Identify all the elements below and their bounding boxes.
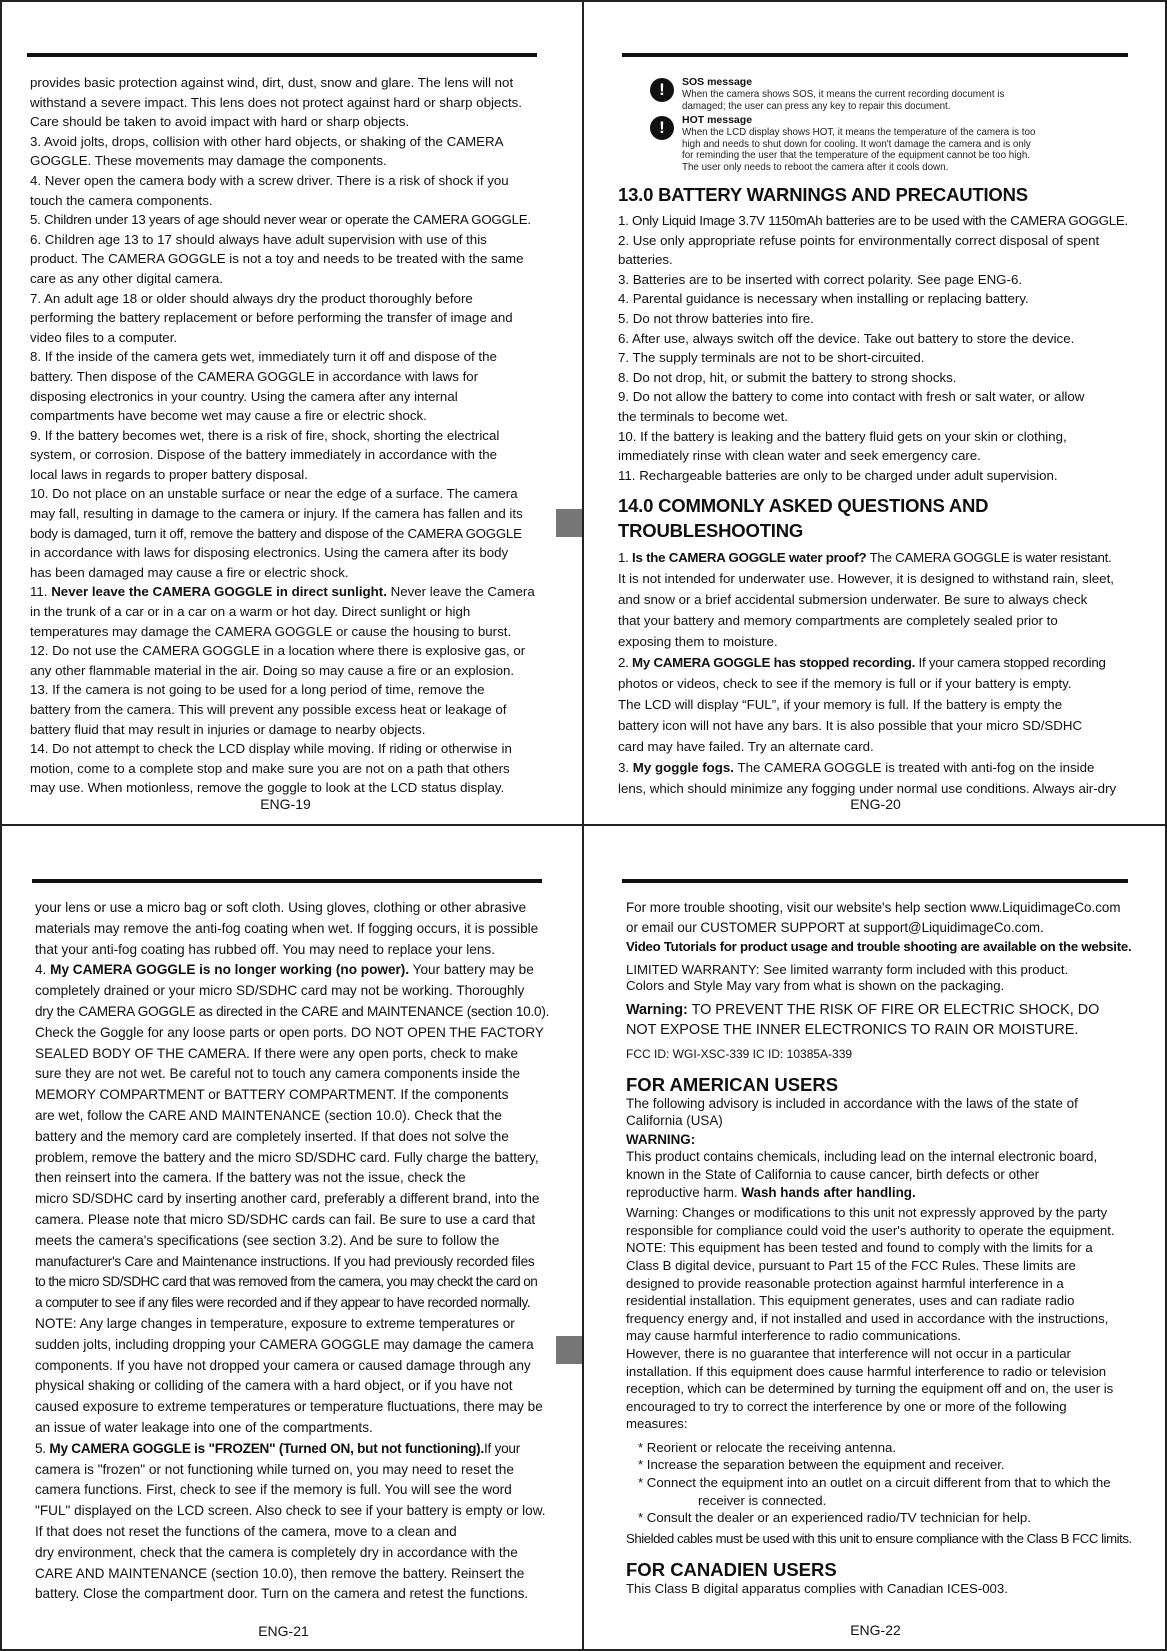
text-line: 6. Children age 13 to 17 should always have adult supervision with use of this [30,231,487,247]
question-3: 3. My goggle fogs. The CAMERA GOGGLE is treated with anti-fog on the inside [618,760,1095,776]
text-line: physical shaking or colliding of the camera with a hard object, or if you have not [35,1378,513,1394]
text-line: NOTE: This equipment has been tested and found to comply with the limits for a [626,1240,1093,1256]
text-line: encouraged to try to correct the interference by one or more of the following [626,1398,1067,1414]
warranty-line: LIMITED WARRANTY: See limited warranty form included with this product. [626,962,1069,977]
text-line: problem, remove the battery and the micro SD/SDHC card. Fully charge the battery, [35,1149,539,1165]
text-line: If that does not reset the functions of the camera, move to a clean and [35,1523,457,1539]
text-line: This Class B digital apparatus complies with Canadian ICES-003. [626,1581,1008,1597]
text-line: any other flammable material in the air. Doing so may cause a fire or an explosion. [30,662,515,678]
text-line: camera is "frozen" or not functioning while turned on, you may need to reset the [35,1461,514,1477]
text-line: 3. Batteries are to be inserted with correct polarity. See page ENG-6. [618,271,1023,287]
page-eng-21 [0,826,583,1651]
text-line: responsible for compliance could void the user's authority to operate the equipment. [626,1222,1115,1238]
measures-list [638,1439,1146,1527]
text-line: 14. Do not attempt to check the LCD display while moving. If riding or otherwise in [30,741,512,757]
hot-message [659,114,1042,173]
text-line: "FUL" displayed on the LCD screen. Also check to see if your battery is empty or low. [35,1503,546,1519]
page-number: ENG-20 [850,796,901,812]
text-line: product. The CAMERA GOGGLE is not a toy and needs to be treated with the same [30,251,524,267]
text-line: dry the CAMERA GOGGLE as directed in the CARE and MAINTENANCE (section 10.0). [35,1003,550,1019]
text-line: that your anti-fog coating has rubbed off. You may need to replace your lens. [35,941,495,957]
text-line: your lens or use a micro bag or soft cloth. Using gloves, clothing or other abrasive [35,900,527,915]
list-item: * Consult the dealer or an experienced radio/TV technician for help. [638,1510,1031,1526]
support-line: or email our CUSTOMER SUPPORT at support@LiquidimageCo.com. [626,919,1044,935]
section-14-heading: 14.0 COMMONLY ASKED QUESTIONS AND TROUBLESHOOTING [618,495,989,542]
text-line: known in the State of California to cause cancer, birth defects or other [626,1166,1040,1182]
text-line: Class B digital device, pursuant to Part 15 of the FCC Rules. These limits are [626,1257,1076,1273]
section-13-heading: 13.0 BATTERY WARNINGS AND PRECAUTIONS [618,184,1028,205]
text-line: may use. When motionless, remove the goggle to look at the LCD status display. [30,780,505,796]
text-line: CARE AND MAINTENANCE (section 10.0), then remove the battery. Reinsert the [35,1565,525,1581]
text-line: 6. After use, always switch off the device. Take out battery to store the device. [618,330,1075,346]
text-line: caused exposure to extreme temperatures or temperature fluctuations, there may be [35,1399,543,1415]
page-body [618,180,1138,799]
text-line: batteries. [618,252,673,268]
page-body [30,73,550,798]
text-line: Care should be taken to avoid impact with hard or sharp objects. [30,114,410,130]
text-line: Check the Goggle for any loose parts or open ports. DO NOT OPEN THE FACTORY [35,1024,544,1040]
text-line: materials may remove the anti-fog coating when wet. If fogging occurs, it is possible [35,920,539,936]
moisture-warning: Warning: TO PREVENT THE RISK OF FIRE OR ELECTRIC SHOCK, DO [626,1002,1100,1018]
header-rule [622,53,1128,57]
list-item: * Reorient or relocate the receiving antenna. [638,1439,897,1455]
text-line: 5. Children under 13 years of age should never wear or operate the CAMERA GOGGLE. [30,212,531,228]
item-11-heading: Never leave the CAMERA GOGGLE in direct sunlight. [51,584,387,600]
text-line: camera. Please note that micro SD/SDHC cards can fail. Be sure to use a card that [35,1211,536,1227]
text-line: are wet, follow the CARE AND MAINTENANCE (section 10.0). Check that the [35,1107,502,1123]
canadian-users-heading: FOR CANADIEN USERS [626,1559,837,1581]
list-item: receiver is connected. [698,1492,827,1508]
text-line: lens, which should minimize any fogging under normal use conditions. Always air-dry [618,781,1117,797]
text-line: a computer to see if any files were recorded and if they appear to have recorded normally. [35,1295,531,1311]
text-line: 4. Never open the camera body with a screw driver. There is a risk of shock if you [30,172,509,188]
american-users-heading: FOR AMERICAN USERS [626,1073,839,1095]
text-line: battery from the camera. This will prevent any possible excess heat or leakage of [30,702,507,717]
question-4: 4. My CAMERA GOGGLE is no longer working (no power). Your battery may be [35,962,534,978]
text-line: video files to a computer. [30,329,178,345]
text-line: battery. Close the compartment door. Turn on the camera and retest the functions. [35,1586,529,1602]
text-line: temperatures may damage the CAMERA GOGGLE or cause the housing to burst. [30,623,512,639]
text-line: 9. Do not allow the battery to come into contact with fresh or salt water, or allow [618,389,1085,405]
header-rule [32,879,542,883]
header-rule [27,53,537,57]
sos-title: SOS message [682,76,753,88]
question-5: 5. My CAMERA GOGGLE is "FROZEN" (Turned ON, but not functioning).If your [35,1440,521,1456]
hot-title: HOT message [682,114,753,126]
text-line: local laws in regards to proper battery disposal. [30,466,308,482]
text-line: manufacturer's Care and Maintenance instructions. If you had previously recorded files [35,1253,535,1269]
support-line: For more trouble shooting, visit our website's help section www.LiquidimageCo.com [626,900,1121,915]
text-line: This product contains chemicals, including lead on the internal electronic board, [626,1149,1098,1165]
question-1: 1. Is the CAMERA GOGGLE water proof? The CAMERA GOGGLE is water resistant. [618,550,1112,566]
text-line: may cause harmful interference to radio communications. [626,1328,961,1344]
page-number: ENG-21 [258,1623,309,1639]
text-line: card may have failed. Try an alternate card. [618,739,874,755]
text-line: provides basic protection against wind, dirt, dust, snow and glare. The lens will not [30,75,514,90]
sos-body: When the camera shows SOS, it means the current recording document is damaged; the user can press any key to repair this document. [682,89,1005,112]
text-line: has been damaged may cause a fire or electric shock. [30,564,349,580]
video-tutorials-note: Video Tutorials for product usage and trouble shooting are available on the website. [626,939,1132,954]
fcc-id: FCC ID: WGI-XSC-339 IC ID: 10385A-339 [626,1047,853,1061]
page-eng-20 [584,0,1167,825]
text-line: may fall, resulting in damage to the camera or injury. If the camera has fallen and its [30,506,523,522]
item-11: 11. Never leave the CAMERA GOGGLE in direct sunlight. Never leave the Camera [30,584,535,600]
page-number: ENG-22 [850,1622,901,1638]
text-line: installation. If this equipment does cause harmful interference to radio or television [626,1363,1107,1379]
prop65-last: reproductive harm. Wash hands after handling. [626,1184,916,1200]
text-line: in the trunk of a car or in a car on a warm or hot day. Direct sunlight or high [30,604,471,620]
page-eng-19 [0,0,583,825]
text-line: body is damaged, turn it off, remove the battery and dispose of the CAMERA GOGGLE [30,525,522,541]
text-line: MEMORY COMPARTMENT or BATTERY COMPARTMENT. If the components [35,1087,509,1103]
text-line: 5. Do not throw batteries into fire. [618,310,814,326]
text-line: 12. Do not use the CAMERA GOGGLE in a location where there is explosive gas, or [30,643,526,659]
text-line: that your battery and memory compartments are completely sealed prior to [618,613,1058,629]
text-line: 7. An adult age 18 or older should always dry the product thoroughly before [30,290,473,306]
text-line: Warning: Changes or modifications to this unit not expressly approved by the party [626,1205,1108,1221]
text-line: 9. If the battery becomes wet, there is a risk of fire, shock, shorting the electrical [30,427,500,443]
text-line: However, there is no guarantee that interference will not occur in a particular [626,1345,1071,1361]
text-line: NOT EXPOSE THE INNER ELECTRONICS TO RAIN OR MOISTURE. [626,1022,1079,1038]
text-line: meets the camera's specifications (see section 3.2). And be sure to follow the [35,1232,500,1248]
text-line: and snow or a brief accidental submersion underwater. Be sure to always check [618,592,1088,608]
text-line: touch the camera components. [30,192,213,208]
text-line: measures: [626,1416,688,1432]
text-line: NOTE: Any large changes in temperature, exposure to extreme temperatures or [35,1315,515,1331]
question-2: 2. My CAMERA GOGGLE has stopped recording. If your camera stopped recording [618,655,1106,671]
horizontal-divider [0,824,1167,826]
text-line: It is not intended for underwater use. However, it is designed to withstand rain, sleet, [618,571,1114,587]
text-line: sudden jolts, including dropping your CAMERA GOGGLE may damage the camera [35,1336,534,1352]
text-line: 2. Use only appropriate refuse points for environmentally correct disposal of spent [618,232,1100,248]
text-line: SEALED BODY OF THE CAMERA. If there were any open ports, check to make [35,1045,519,1061]
list-item: * Connect the equipment into an outlet on a circuit different from that to which the [638,1475,1111,1491]
text-line: residential installation. This equipment generates, uses and can radiate radio [626,1293,1075,1309]
text-line: 3. Avoid jolts, drops, collision with other hard objects, or shaking of the CAMERA [30,133,504,149]
text-line: reception, which can be determined by turning the equipment off and on, the user is [626,1381,1114,1397]
text-line: exposing them to moisture. [618,634,778,650]
text-line: designed to provide reasonable protection against harmful interference in a [626,1275,1064,1291]
text-line: 4. Parental guidance is necessary when installing or replacing battery. [618,291,1029,307]
page-body [626,898,1146,1598]
text-line: system, or corrosion. Dispose of the battery immediately in accordance with the [30,447,498,463]
text-line: California (USA) [626,1113,723,1129]
text-line: motion, come to a complete stop and make sure you are not on a path that others [30,760,510,776]
text-line: withstand a severe impact. This lens does not protect against hard or sharp objects. [30,94,523,110]
text-line: an issue of water leakage into one of the compartments. [35,1419,373,1435]
text-line: compartments have become wet may cause a fire or electric shock. [30,408,427,424]
text-line: photos or videos, check to see if the memory is full or if your battery is empty. [618,676,1072,692]
hot-body: When the LCD display shows HOT, it means the temperature of the camera is too high and needs to shut down for cooling. It won't damage the camera and is only for reminding the user that the temperature of the equipment cannot be too high. The user only needs to reboot the camera after it cools down. [682,127,1036,173]
text-line: 13. If the camera is not going to be used for a long period of time, remove the [30,682,485,698]
text-line: dry environment, check that the camera is completely dry in accordance with the [35,1544,518,1560]
text-line: battery fluid that may result in injuries or damage to nearby objects. [30,721,426,737]
text-line: 7. The supply terminals are not to be short-circuited. [618,350,925,366]
text-line: completely drained or your micro SD/SDHC card may not be working. Thoroughly [35,983,525,999]
text-line: in accordance with laws for disposing electronics. Using the camera after its body [30,545,509,561]
page-edge-tab [556,509,584,537]
text-line: performing the battery replacement or before performing the transfer of image and [30,310,513,326]
text-line: 10. Do not place on an unstable surface or near the edge of a surface. The camera [30,486,518,502]
text-line: 8. If the inside of the camera gets wet, immediately turn it off and dispose of the [30,349,497,365]
text-line: battery. Then dispose of the CAMERA GOGGLE in accordance with laws for [30,368,479,384]
text-line: 11. Rechargeable batteries are only to be charged under adult supervision. [618,467,1058,483]
text-line: frequency energy and, if not installed and used in accordance with the instructions, [626,1310,1109,1326]
text-line: components. If you have not dropped your camera or caused damage through any [35,1357,531,1373]
exclamation-icon: ! [650,78,674,102]
header-rule [622,879,1128,883]
page-body [35,898,553,1605]
text-line: the terminals to become wet. [618,408,788,424]
text-line: to the micro SD/SDHC card that was removed from the camera, you may checkt the card on [35,1274,538,1290]
sos-message [659,76,1042,112]
text-line: camera functions. First, check to see if the memory is full. You will see the word [35,1482,512,1498]
text-line: The LCD will display “FUL”, if your memory is full. If the battery is empty the [618,697,1063,713]
warning-heading: WARNING: [626,1131,696,1147]
text-line: 1. Only Liquid Image 3.7V 1150mAh batteries are to be used with the CAMERA GOGGLE. [618,213,1128,228]
text-line: care as any other digital camera. [30,270,223,286]
text-line: sure they are not wet. Be careful not to touch any camera components inside the [35,1066,521,1082]
text-line: The following advisory is included in accordance with the laws of the state of [626,1095,1078,1111]
text-line: GOGGLE. These movements may damage the components. [30,153,387,169]
text-line: 10. If the battery is leaking and the battery fluid gets on your skin or clothing, [618,428,1067,444]
text-line: then reinsert into the camera. If the battery was not the issue, check the [35,1170,466,1186]
colors-line: Colors and Style May vary from what is shown on the packaging. [626,978,1005,993]
exclamation-icon: ! [650,116,674,140]
page-edge-tab [556,1336,584,1364]
list-item: * Increase the separation between the equipment and receiver. [638,1457,1005,1473]
page-number: ENG-19 [260,796,311,812]
text-line: disposing electronics in your country. Using the camera after any internal [30,388,458,404]
text-line: battery and the memory card are completely inserted. If that does not solve the [35,1128,509,1144]
text-line: battery icon will not have any bars. It is also possible that your micro SD/SDHC [618,718,1083,734]
page-eng-22 [584,826,1167,1651]
shielded-cables-note: Shielded cables must be used with this unit to ensure compliance with the Class B FCC limits. [626,1530,1132,1546]
text-line: micro SD/SDHC card by inserting another card, preferably a different brand, into the [35,1191,540,1207]
text-line: 8. Do not drop, hit, or submit the battery to strong shocks. [618,369,957,385]
text-line: immediately rinse with clean water and seek emergency care. [618,448,981,464]
